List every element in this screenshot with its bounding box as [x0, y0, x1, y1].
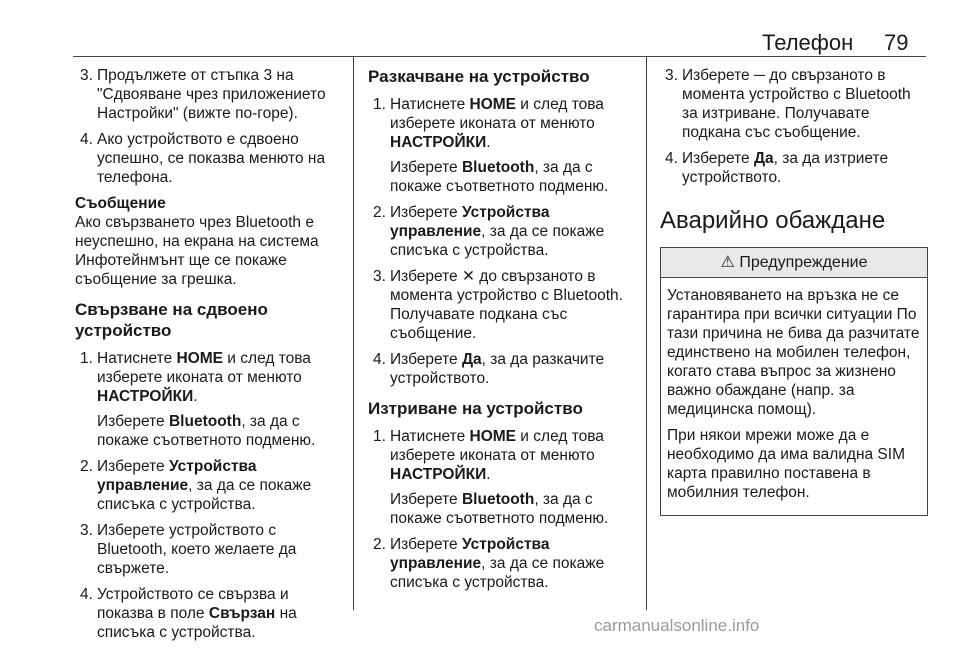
column-divider-1	[353, 57, 354, 610]
step-number: 4.	[665, 150, 678, 167]
warning-paragraph: Установяването на връзка не се гарантира при всички ситуации По тази причина не бива да разчитате единствено на мобилен телефон, когато става въпрос за жизнено важно обаждане (напр. за медицинска помощ).	[667, 287, 920, 418]
note-title: Съобщение	[75, 195, 166, 212]
column-divider-2	[646, 57, 647, 610]
list-item	[368, 350, 640, 388]
watermark: carmanualsonline.info	[594, 616, 760, 635]
step-number: 3.	[80, 67, 93, 84]
close-icon: ✕	[461, 268, 475, 285]
minus-icon: ─	[753, 67, 765, 84]
step-text: Ако устройството е сдвоено успешно, се показва менюто на телефона.	[97, 131, 326, 186]
step-subtext: Изберете Bluetooth, за да с покаже съответното подменю.	[97, 413, 316, 449]
step-text: Изберете Устройства управление, за да се покаже списъка с устройства.	[97, 458, 312, 513]
column-2	[368, 66, 640, 599]
list-item	[660, 66, 928, 142]
step-number: 1.	[373, 428, 386, 445]
warning-title: Предупреждение	[739, 254, 868, 271]
page-header-title: Телефон	[762, 30, 854, 55]
step-text: Натиснете HOME и след това изберете иконата от менюто НАСТРОЙКИ.	[390, 428, 604, 483]
section-title: Аварийно обаждане	[660, 207, 886, 234]
warning-paragraph: При някои мрежи може да е необходимо да има валидна SIM карта правилно поставена в мобилния телефон.	[667, 427, 905, 501]
step-number: 3.	[665, 67, 678, 84]
step-subtext: Изберете Bluetooth, за да с покаже съответното подменю.	[390, 491, 609, 527]
list-item	[75, 130, 347, 187]
list-item	[75, 521, 347, 578]
step-number: 2.	[373, 536, 386, 553]
step-text: Изберете Устройства управление, за да се покаже списъка с устройства.	[390, 204, 605, 259]
step-text: Изберете Да, за да изтриете устройството.	[682, 150, 889, 186]
step-text: Изберете Устройства управление, за да се покаже списъка с устройства.	[390, 536, 605, 591]
list-item	[75, 66, 347, 123]
step-text: Продължете от стъпка 3 на "Сдвояване чрез приложението Настройки" (вижте по-горе).	[97, 67, 326, 122]
column-3	[660, 66, 928, 516]
warning-icon: ⚠	[720, 254, 735, 271]
note-text: Ако свързването чрез Bluetooth е неуспешно, на екрана на система Инфотейнмънт ще се покаже съобщение за грешка.	[75, 214, 319, 288]
step-number: 4.	[80, 131, 93, 148]
step-text: Изберете ─ до свързаното в момента устройство с Bluetooth за изтриване. Получавате подкана със съобщение.	[682, 67, 911, 141]
header-rule	[73, 56, 926, 57]
list-item	[368, 95, 640, 196]
step-number: 4.	[373, 351, 386, 368]
list-item	[368, 535, 640, 592]
step-text: Устройството се свързва и показва в поле Свързан на списъка с устройства.	[97, 586, 297, 641]
list-item	[368, 203, 640, 260]
step-number: 3.	[80, 522, 93, 539]
step-number: 2.	[373, 204, 386, 221]
step-text: Изберете Да, за да разкачите устройството.	[390, 351, 605, 387]
list-item	[368, 267, 640, 343]
list-item	[368, 427, 640, 528]
step-number: 1.	[373, 96, 386, 113]
step-number: 4.	[80, 586, 93, 603]
step-text: Изберете ✕ до свързаното в момента устройство с Bluetooth. Получавате подкана със съобщение.	[390, 268, 623, 342]
step-subtext: Изберете Bluetooth, за да с покаже съответното подменю.	[390, 159, 609, 195]
list-item	[75, 349, 347, 450]
step-text: Натиснете HOME и след това изберете иконата от менюто НАСТРОЙКИ.	[390, 96, 604, 151]
page-number: 79	[884, 30, 909, 55]
step-number: 2.	[80, 458, 93, 475]
section-heading: Свързване на сдвоено устройство	[75, 300, 268, 340]
step-number: 1.	[80, 350, 93, 367]
warning-box	[660, 247, 928, 516]
column-1	[75, 66, 347, 649]
section-heading: Изтриване на устройство	[368, 399, 583, 418]
warning-body	[661, 278, 927, 515]
step-number: 3.	[373, 268, 386, 285]
step-text: Изберете устройството с Bluetooth, което желаете да свържете.	[97, 522, 297, 577]
warning-header	[661, 248, 927, 278]
list-item	[660, 149, 928, 187]
list-item	[75, 457, 347, 514]
step-text: Натиснете HOME и след това изберете иконата от менюто НАСТРОЙКИ.	[97, 350, 311, 405]
list-item	[75, 585, 347, 642]
section-heading: Разкачване на устройство	[368, 67, 590, 86]
